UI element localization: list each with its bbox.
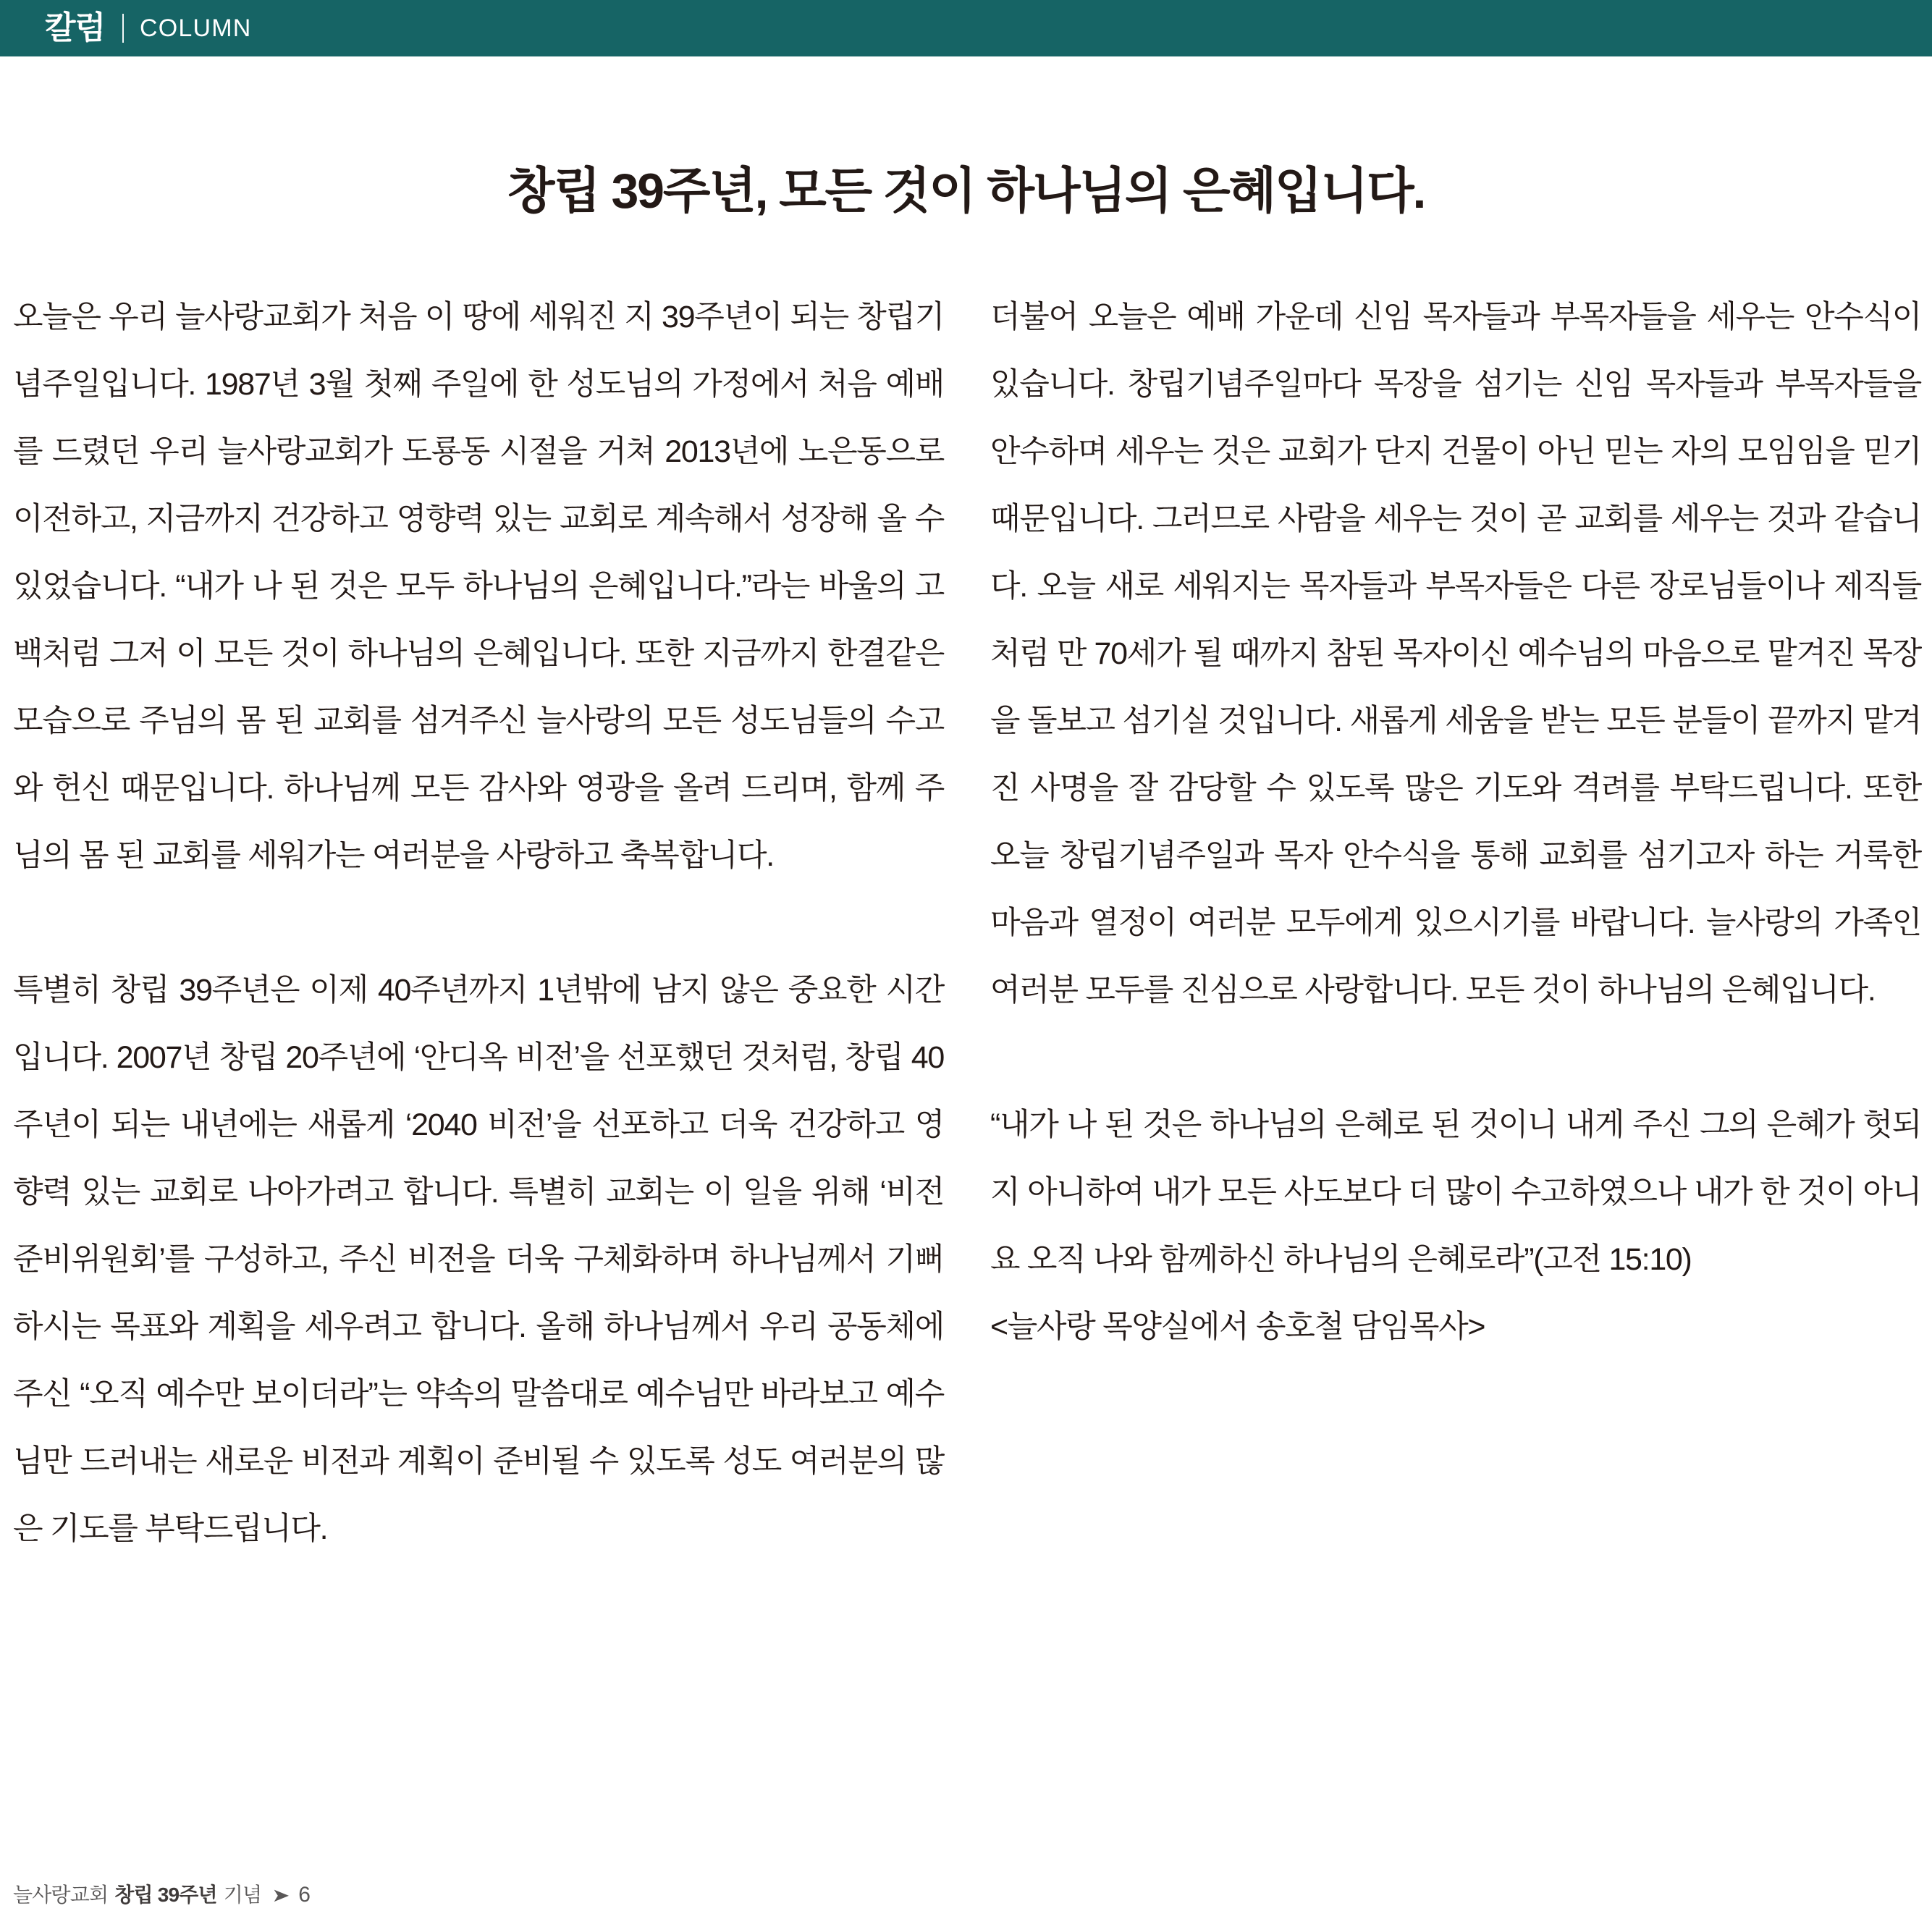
article-body — [13, 284, 1921, 1563]
arrow-right-icon: ➤ — [271, 1884, 290, 1906]
left-column — [13, 284, 944, 1563]
footer-anniversary: 창립 39주년 — [114, 1884, 217, 1906]
page-title: 창립 39주년, 모든 것이 하나님의 은혜입니다. — [507, 163, 1425, 219]
header-category-korean: 칼럼 — [45, 10, 106, 46]
left-paragraph-2: 특별히 창립 39주년은 이제 40주년까지 1년밖에 남지 않은 중요한 시간입니다. 2007년 창립 20주년에 ‘안디옥 비전’을 선포했던 것처럼, 창립 40주년이 되는 내년에는 새롭게 ‘2040 비전’을 선포하고 더욱 건강하고 영향력 있는 교회로 나아가려고 합니다. 특별히 교회는 이 일을 위해 ‘비전 준비위원회’를 구성하고, 주신 비전을 더욱 구체화하며 하나님께서 기뻐하시는 목표와 계획을 세우려고 합니다. 올해 하나님께서 우리 공동체에 주신 “오직 예수만 보이더라”는 약속의 말씀대로 예수님만 바라보고 예수님만 드러내는 새로운 비전과 계획이 준비될 수 있도록 성도 여러분의 많은 기도를 부탁드립니다. — [13, 973, 944, 1546]
footer-suffix: 기념 — [223, 1884, 262, 1906]
page-number: 6 — [298, 1883, 311, 1907]
page-footer — [13, 1884, 310, 1906]
left-paragraph-1: 오늘은 우리 늘사랑교회가 처음 이 땅에 세워진 지 39주년이 되는 창립기념주일입니다. 1987년 3월 첫째 주일에 한 성도님의 가정에서 처음 예배를 드렸던 우리 늘사랑교회가 도룡동 시절을 거쳐 2013년에 노은동으로 이전하고, 지금까지 건강하고 영향력 있는 교회로 계속해서 성장해 올 수 있었습니다. “내가 나 된 것은 모두 하나님의 은혜입니다.”라는 바울의 고백처럼 그저 이 모든 것이 하나님의 은혜입니다. 또한 지금까지 한결같은 모습으로 주님의 몸 된 교회를 섬겨주신 늘사랑의 모든 성도님들의 수고와 헌신 때문입니다. 하나님께 모든 감사와 영광을 올려 드리며, 함께 주님의 몸 된 교회를 세워가는 여러분을 사랑하고 축복합니다. — [13, 300, 944, 873]
right-column — [990, 284, 1921, 1563]
author-attribution: <늘사랑 목양실에서 송호철 담임목사> — [990, 1309, 1485, 1344]
header-category-english: COLUMN — [140, 14, 252, 42]
scripture-quote: “내가 나 된 것은 하나님의 은혜로 된 것이니 내게 주신 그의 은혜가 헛되지 아니하여 내가 모든 사도보다 더 많이 수고하였으나 내가 한 것이 아니요 오직 나와 함께하신 하나님의 은혜로라”(고전 15:10) — [990, 1108, 1921, 1277]
column-header-bar — [0, 0, 1932, 56]
footer-church-name: 늘사랑교회 — [13, 1884, 109, 1906]
vertical-bar-icon — [122, 14, 124, 43]
right-paragraph-1: 더불어 오늘은 예배 가운데 신임 목자들과 부목자들을 세우는 안수식이 있습니다. 창립기념주일마다 목장을 섬기는 신임 목자들과 부목자들을 안수하며 세우는 것은 교회가 단지 건물이 아닌 믿는 자의 모임임을 믿기 때문입니다. 그러므로 사람을 세우는 것이 곧 교회를 세우는 것과 같습니다. 오늘 새로 세워지는 목자들과 부목자들은 다른 장로님들이나 제직들처럼 만 70세가 될 때까지 참된 목자이신 예수님의 마음으로 맡겨진 목장을 돌보고 섬기실 것입니다. 새롭게 세움을 받는 모든 분들이 끝까지 맡겨진 사명을 잘 감당할 수 있도록 많은 기도와 격려를 부탁드립니다. 또한 오늘 창립기념주일과 목자 안수식을 통해 교회를 섬기고자 하는 거룩한 마음과 열정이 여러분 모두에게 있으시기를 바랍니다. 늘사랑의 가족인 여러분 모두를 진심으로 사랑합니다. 모든 것이 하나님의 은혜입니다. — [990, 300, 1921, 1008]
